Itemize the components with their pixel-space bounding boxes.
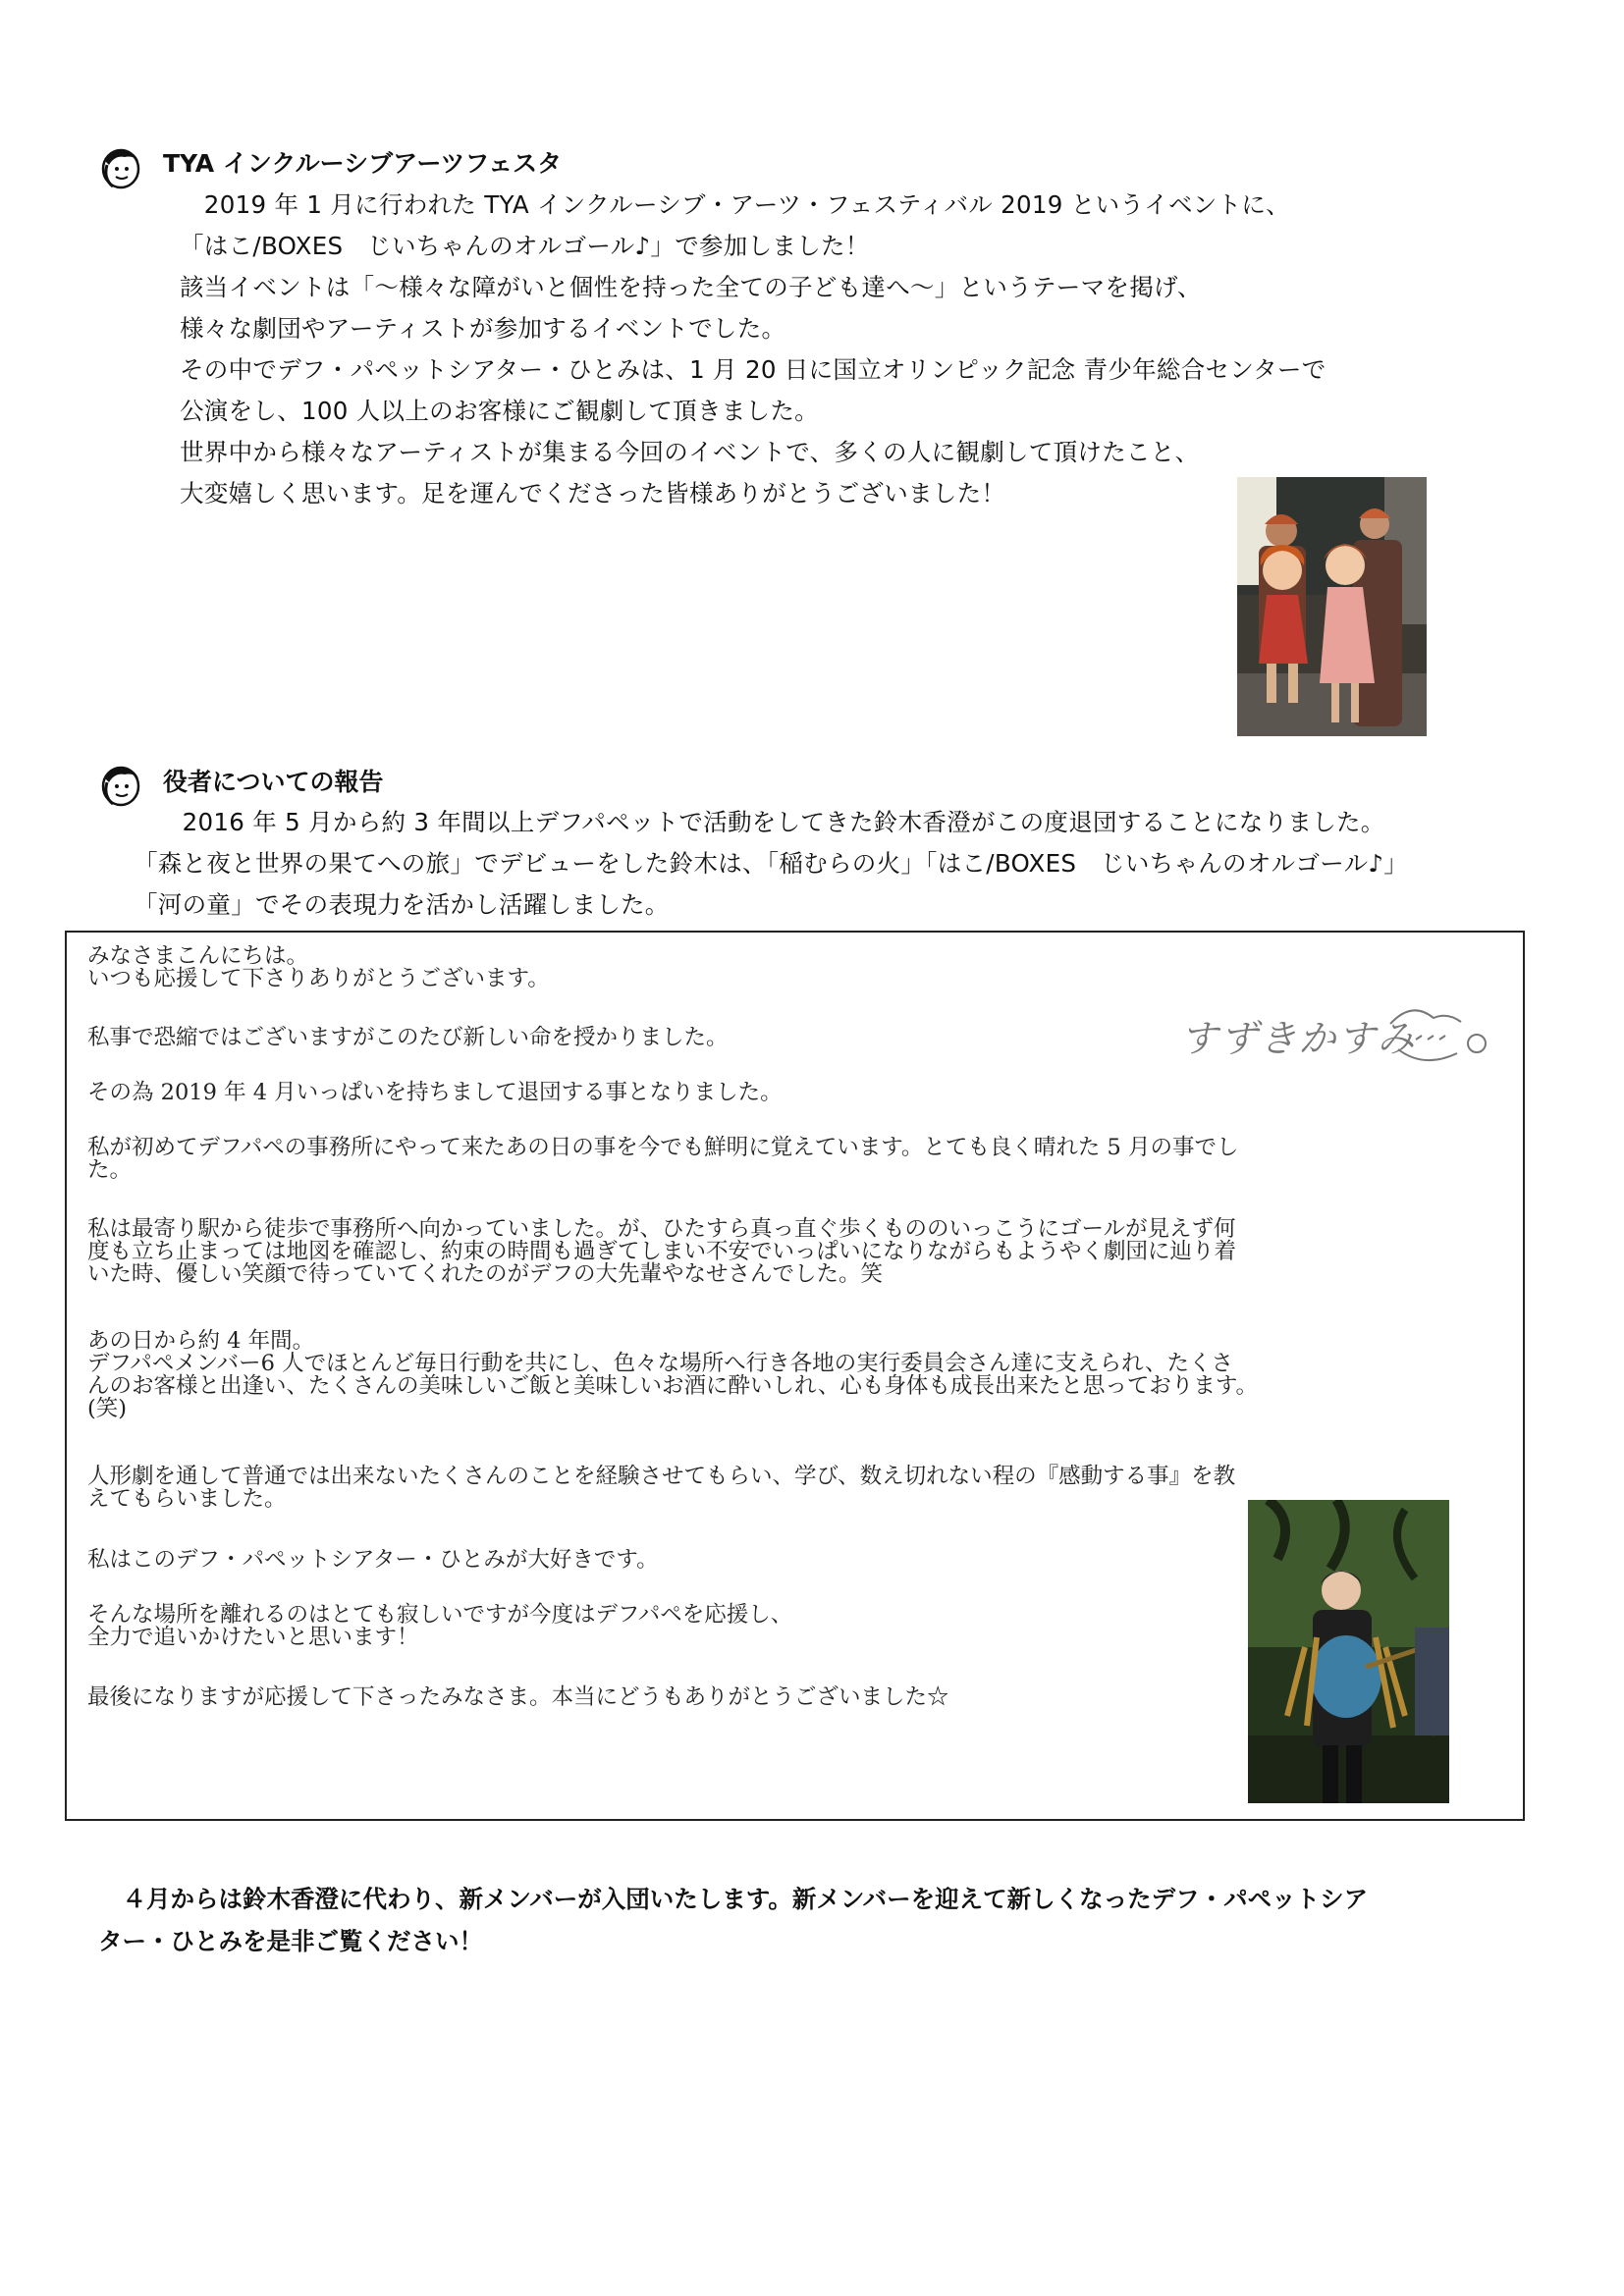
body-line: 「河の童」でその表現力を活かし活躍しました。: [134, 890, 670, 919]
section-title-tya: TYA インクルーシブアーツフェスタ: [163, 149, 563, 178]
letter-line: 度も立ち止まっては地図を確認し、約束の時間も過ぎてしまい不安でいっぱいになりながらもようやく劇団に辿り着: [87, 1239, 1237, 1264]
letter-line: いつも応援して下さりありがとうございます。: [87, 966, 550, 991]
handwritten-signature: [1176, 994, 1500, 1073]
letter-line: 私は最寄り駅から徒歩で事務所へ向かっていました。が、ひたすら真っ直ぐ歩くもののいっこうにゴールが見えず何: [87, 1216, 1236, 1242]
letter-line: た。: [87, 1157, 133, 1183]
person-face-icon: [99, 145, 144, 190]
letter-line: 私事で恐縮ではございますがこのたび新しい命を授かりました。: [87, 1025, 729, 1050]
letter-line: 私が初めてデフパペの事務所にやって来たあの日の事を今でも鮮明に覚えています。とても良く晴れた 5 月の事でし: [87, 1135, 1239, 1160]
letter-line: その為 2019 年 4 月いっぱいを持ちまして退団する事となりました。: [87, 1080, 783, 1105]
letter-block: [87, 1082, 783, 1104]
body-line: 世界中から様々なアーティストが集まる今回のイベントで、多くの人に観劇して頂けたこと、: [180, 438, 1200, 466]
letter-line: みなさまこんにちは。: [87, 943, 309, 969]
body-line: 様々な劇団やアーティストが参加するイベントでした。: [180, 314, 786, 343]
letter-line: 人形劇を通して普通では出来ないたくさんのことを経験させてもらい、学び、数え切れない程の『感動する事』を教: [87, 1464, 1236, 1489]
body-line: その中でデフ・パペットシアター・ひとみは、1 月 20 日に国立オリンピック記念 青少年総合センターで: [180, 355, 1326, 384]
letter-line: あの日から約 4 年間。: [87, 1328, 315, 1354]
letter-line: 全力で追いかけたいと思います！: [87, 1625, 419, 1650]
letter-line: えてもらいました。: [87, 1486, 287, 1512]
letter-block: [87, 1604, 792, 1649]
signature-doodle-icon: [1176, 994, 1500, 1073]
letter-line: そんな場所を離れるのはとても寂しいですが今度はデフパペを応援し、: [87, 1602, 793, 1628]
section-tya-body: [180, 185, 1326, 514]
letter-block: [87, 1330, 1258, 1420]
letter-line: 私はこのデフ・パペットシアター・ひとみが大好きです。: [87, 1547, 659, 1573]
closing-line: ４月からは鈴木香澄に代わり、新メンバーが入団いたします。新メンバーを迎えて新しくなったデフ・パペットシア: [98, 1885, 1369, 1913]
puppet-performers-photo: [1237, 477, 1427, 736]
closing-line: ター・ひとみを是非ご覧ください！: [98, 1927, 483, 1955]
letter-line: 最後になりますが応援して下さったみなさま。本当にどうもありがとうございました☆: [87, 1684, 949, 1710]
letter-block: [87, 945, 550, 990]
letter-block: [87, 1549, 659, 1572]
letter-block: [87, 1466, 1235, 1511]
signature-text: すずきかすみ: [1180, 1017, 1417, 1060]
closing-paragraph: [98, 1878, 1368, 1962]
section-title-actor-report: 役者についての報告: [163, 768, 384, 796]
letter-block: [87, 1218, 1236, 1286]
letter-block: [87, 1027, 729, 1049]
letter-line: んのお客様と出逢い、たくさんの美味しいご飯と美味しいお酒に酔いしれ、心も身体も成長出来たと思っております。: [87, 1373, 1259, 1399]
letter-block: [87, 1137, 1239, 1182]
body-line: 2016 年 5 月から約 3 年間以上デフパペットで活動をしてきた鈴木香澄がこの度退団することになりました。: [134, 808, 1385, 836]
body-line: 該当イベントは「～様々な障がいと個性を持った全ての子ども達へ～」というテーマを掲げ、: [180, 273, 1202, 301]
letter-line: デフパペメンバー6 人でほとんど毎日行動を共にし、色々な場所へ行き各地の実行委員会さん達に支えられ、たくさ: [87, 1351, 1233, 1376]
letter-line: (笑): [87, 1396, 128, 1421]
body-line: 「はこ/BOXES じいちゃんのオルゴール♪」で参加しました！: [180, 232, 870, 260]
body-line: 大変嬉しく思います。足を運んでくださった皆様ありがとうございました！: [180, 479, 1006, 507]
performer-stage-photo: [1248, 1500, 1449, 1803]
body-line: 2019 年 1 月に行われた TYA インクルーシブ・アーツ・フェスティバル 2019 というイベントに、: [180, 190, 1290, 219]
section-actor-body: [134, 802, 1408, 926]
letter-block: [87, 1686, 949, 1709]
letter-line: いた時、優しい笑顔で待っていてくれたのがデフの大先輩やなせさんでした。笑: [87, 1261, 884, 1287]
body-line: 「森と夜と世界の果てへの旅」でデビューをした鈴木は、「稲むらの火」「はこ/BOXES じいちゃんのオルゴール♪」: [134, 849, 1409, 878]
body-line: 公演をし、100 人以上のお客様にご観劇して頂きました。: [180, 397, 819, 425]
